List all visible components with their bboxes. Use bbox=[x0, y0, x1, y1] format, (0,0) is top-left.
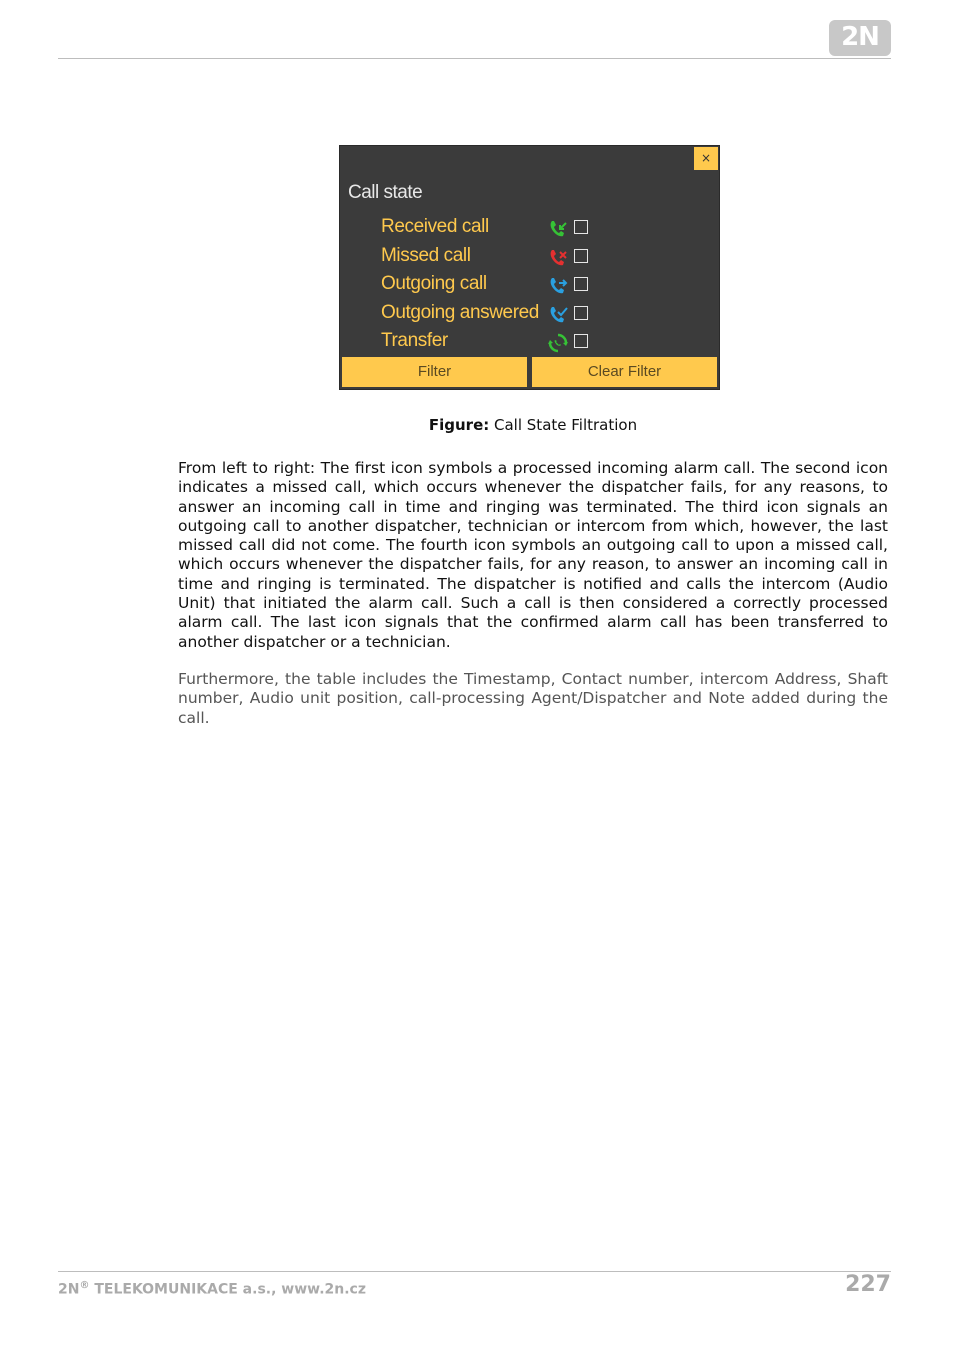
state-label: Transfer bbox=[381, 330, 448, 351]
caption-prefix: Figure: bbox=[428, 416, 490, 434]
received-call-checkbox[interactable] bbox=[574, 220, 588, 234]
state-row-outgoing bbox=[381, 273, 601, 299]
state-row-missed bbox=[381, 245, 601, 271]
outgoing-answered-icon bbox=[548, 305, 568, 325]
figure-caption bbox=[0, 416, 954, 434]
received-call-icon bbox=[548, 219, 568, 239]
state-row-transfer bbox=[381, 330, 601, 356]
paragraph-table: Furthermore, the table includes the Timestamp, Contact number, intercom Address, Shaft number, Audio unit position, call-processing Agent/Dispatcher and Note added during the call. bbox=[178, 670, 888, 727]
clear-filter-button[interactable]: Clear Filter bbox=[532, 357, 717, 387]
state-label: Missed call bbox=[381, 245, 471, 266]
state-row-received bbox=[381, 216, 601, 242]
transfer-icon bbox=[548, 333, 568, 353]
caption-text: Call State Filtration bbox=[489, 416, 638, 434]
outgoing-call-icon bbox=[548, 276, 568, 296]
outgoing-call-checkbox[interactable] bbox=[574, 277, 588, 291]
brand-logo: 2N bbox=[829, 20, 891, 56]
panel-title: Call state bbox=[348, 182, 423, 203]
state-label: Outgoing call bbox=[381, 273, 487, 294]
footer-rule bbox=[58, 1271, 891, 1272]
transfer-checkbox[interactable] bbox=[574, 334, 588, 348]
header-rule bbox=[58, 58, 891, 59]
missed-call-checkbox[interactable] bbox=[574, 249, 588, 263]
missed-call-icon bbox=[548, 248, 568, 268]
state-label: Received call bbox=[381, 216, 489, 237]
paragraph-icons: From left to right: The first icon symbols a processed incoming alarm call. The second icon indicates a missed call, which occurs whenever the dispatcher fails, for any reasons, to answer an incoming call in time and ringing was terminated. The third icon signals an outgoing call to another dispatcher, technician or intercom from which, however, the last missed call did not come. The fourth icon symbols an outgoing call to upon a missed call, which occurs whenever the dispatcher fails, for any reason, to answer an incoming call in time and ringing is terminated. The dispatcher is notified and calls the intercom (Audio Unit) that initiated the alarm call. Such a call is then considered a correctly processed alarm call. The last icon signals that the confirmed alarm call has been transferred to another dispatcher or a technician. bbox=[178, 459, 888, 651]
page-number: 227 bbox=[845, 1272, 891, 1297]
call-state-panel bbox=[339, 145, 720, 390]
state-label: Outgoing answered bbox=[381, 302, 539, 323]
outgoing-answered-checkbox[interactable] bbox=[574, 306, 588, 320]
footer-company: 2N® TELEKOMUNIKACE a.s., www.2n.cz bbox=[58, 1280, 366, 1298]
filter-button[interactable]: Filter bbox=[342, 357, 527, 387]
state-row-outgoing-answered bbox=[381, 302, 601, 328]
close-button[interactable]: × bbox=[694, 147, 718, 170]
